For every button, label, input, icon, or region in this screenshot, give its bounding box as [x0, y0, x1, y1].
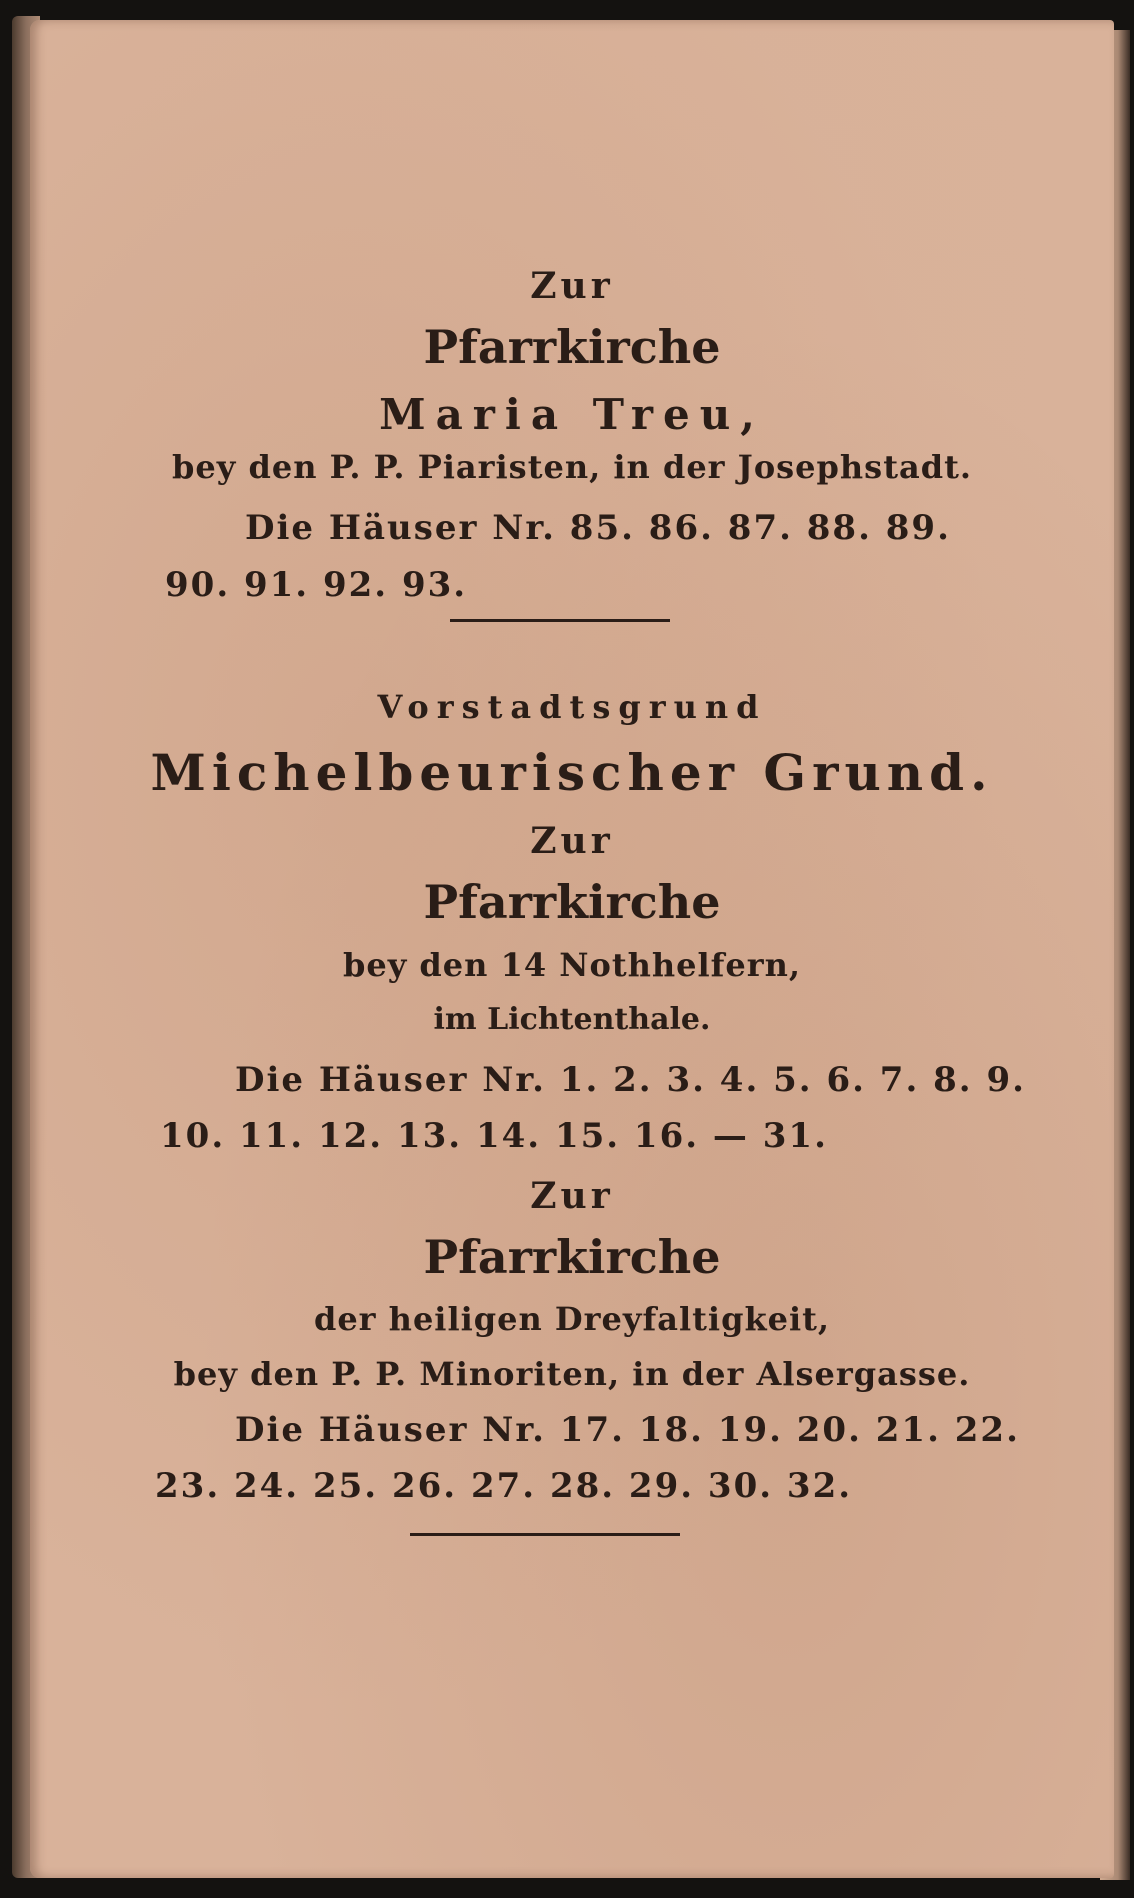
section1-zur: Zur — [530, 265, 614, 307]
section2-vorstadtsgrund: Vorstadtsgrund — [377, 688, 767, 726]
section3-houses-line1: Die Häuser Nr. 17. 18. 19. 20. 21. 22. — [235, 1410, 1020, 1450]
book-page — [30, 20, 1114, 1878]
section-divider — [450, 619, 670, 622]
section2-pfarrkirche: Pfarrkirche — [423, 875, 721, 929]
section2-location: im Lichtenthale. — [433, 1002, 711, 1037]
section1-church-name: Maria Treu, — [379, 390, 765, 439]
end-divider — [410, 1533, 680, 1536]
section2-houses-line2: 10. 11. 12. 13. 14. 15. 16. — 31. — [160, 1116, 828, 1156]
section1-houses-line1: Die Häuser Nr. 85. 86. 87. 88. 89. — [245, 508, 951, 548]
section3-zur: Zur — [530, 1175, 614, 1217]
section1-pfarrkirche: Pfarrkirche — [423, 320, 721, 374]
section3-pfarrkirche: Pfarrkirche — [423, 1230, 721, 1284]
section1-houses-line2: 90. 91. 92. 93. — [165, 565, 468, 605]
section3-location: bey den P. P. Minoriten, in der Alsergasse. — [173, 1355, 971, 1393]
section3-houses-line2: 23. 24. 25. 26. 27. 28. 29. 30. 32. — [155, 1466, 853, 1506]
section2-houses-line1: Die Häuser Nr. 1. 2. 3. 4. 5. 6. 7. 8. 9. — [235, 1060, 1026, 1100]
section2-grund-title: Michelbeurischer Grund. — [150, 743, 994, 802]
section3-church-name: der heiligen Dreyfaltigkeit, — [313, 1300, 831, 1338]
section1-location: bey den P. P. Piaristen, in der Josephstadt. — [172, 448, 972, 486]
section2-church-name: bey den 14 Nothhelfern, — [342, 946, 802, 984]
section2-zur: Zur — [530, 820, 614, 862]
